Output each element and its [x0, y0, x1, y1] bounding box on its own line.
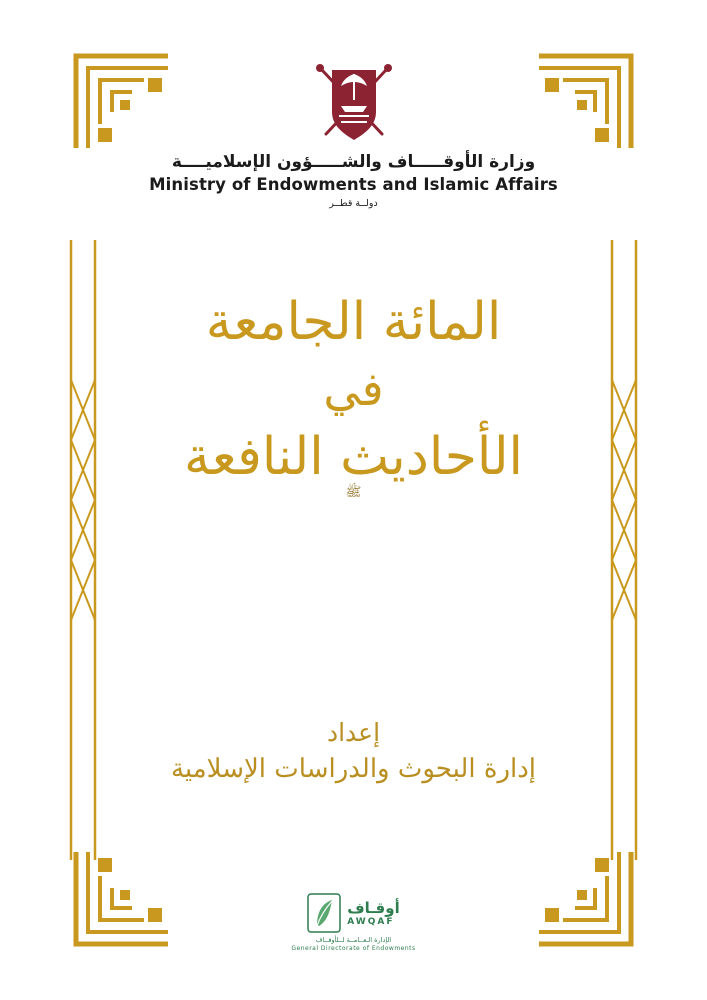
- meander-corner-ornament-icon: [539, 852, 635, 948]
- honorific-mark: ﷺ: [345, 484, 362, 500]
- awqaf-wordmark-arabic: أوقـاف: [347, 898, 400, 917]
- ministry-identity-block: [0, 152, 707, 209]
- prepared-by-label: إعداد: [326, 718, 381, 747]
- meander-corner-ornament-icon: [72, 52, 168, 148]
- awqaf-logo: [254, 893, 454, 952]
- awqaf-subtitle-english: General Directorate of Endowments: [291, 945, 416, 952]
- title-line-3: الأحاديث النافعة: [184, 427, 523, 487]
- awqaf-wordmark-english: AWQAF: [347, 916, 395, 927]
- state-label: دولــة قطــر: [329, 198, 378, 210]
- author-department: إدارة البحوث والدراسات الإسلامية: [170, 754, 537, 784]
- ministry-name-english: Ministry of Endowments and Islamic Affairs: [149, 175, 558, 195]
- author-block: [0, 715, 707, 789]
- awqaf-subtitle-arabic: الإدارة الـعــامــة لــلأوقــاف: [315, 936, 392, 944]
- meander-corner-ornament-icon: [72, 852, 168, 948]
- qatar-state-emblem-icon: [308, 52, 400, 148]
- awqaf-leaf-icon: [307, 893, 341, 933]
- book-title: [120, 290, 587, 503]
- meander-corner-ornament-icon: [539, 52, 635, 148]
- title-line-2: في: [323, 362, 384, 416]
- title-line-1: المائة الجامعة: [205, 292, 502, 352]
- ministry-name-arabic: وزارة الأوقـــــاف والشـــــؤون الإسلاميــــة: [171, 152, 536, 172]
